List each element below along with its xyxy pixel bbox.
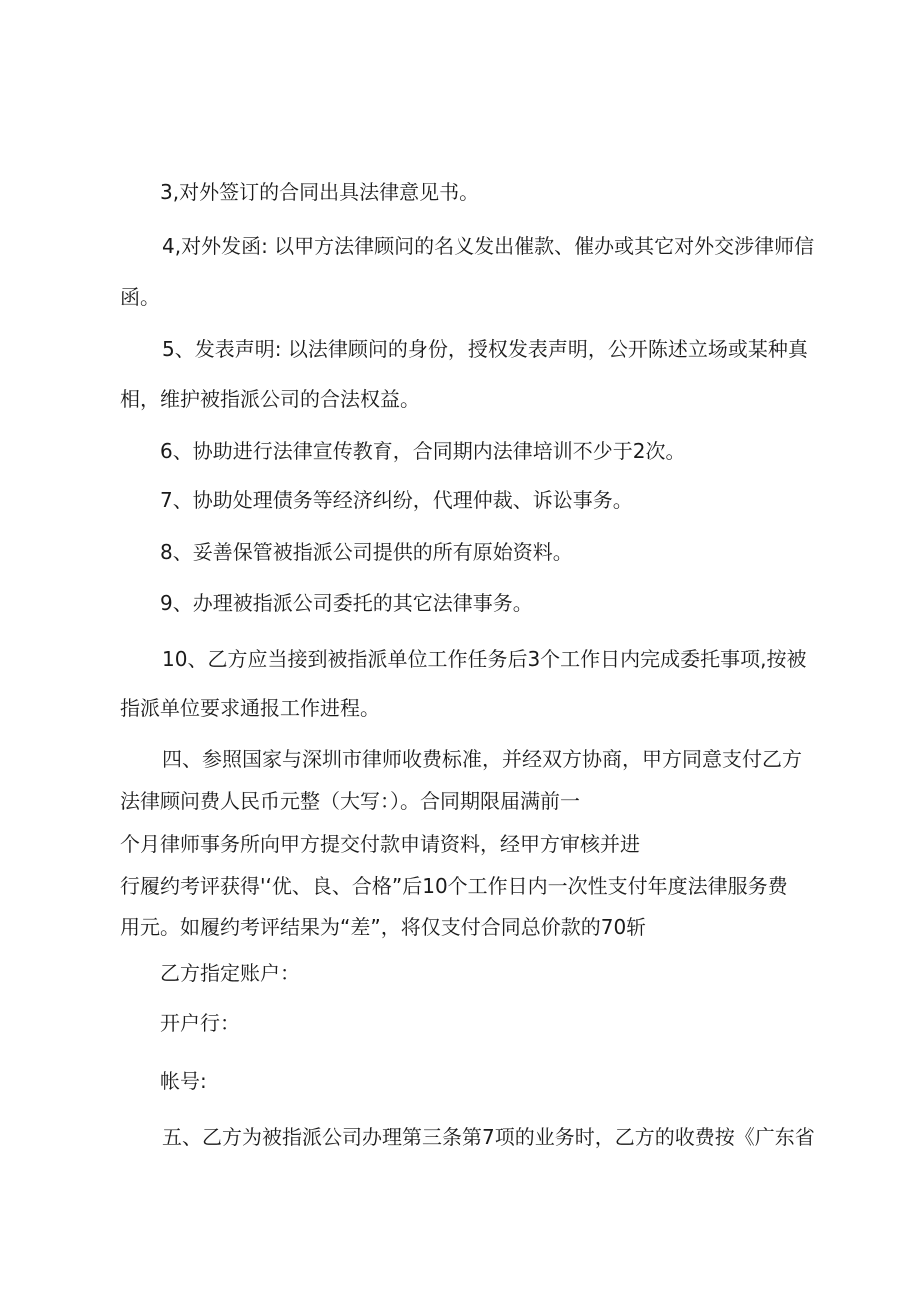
bank-label: 开户行： bbox=[160, 1011, 240, 1035]
clause-10-line-2: 指派单位要求通报工作进程。 bbox=[120, 696, 380, 720]
clause-9-line: 9、办理被指派公司委托的其它法律事务。 bbox=[160, 591, 533, 615]
clause-7-line: 7、协助处理债务等经济纠纷，代理仲裁、诉讼事务。 bbox=[160, 488, 633, 512]
section-4-line-4: 行履约考评获得'‘优、良、合格”后10个工作日内一次性支付年度法律服务费 bbox=[120, 874, 788, 898]
clause-10-line-1: 10、乙方应当接到被指派单位工作任务后3个工作日内完成委托事项,按被 bbox=[162, 647, 807, 671]
section-4-line-2: 法律顾问费人民币元整（大写：）。合同期限届满前一 bbox=[120, 789, 580, 813]
section-4-line-1: 四、参照国家与深圳市律师收费标准，并经双方协商，甲方同意支付乙方 bbox=[162, 747, 802, 771]
account-label: 乙方指定账户： bbox=[160, 961, 300, 985]
clause-3-line: 3,对外签订的合同出具法律意见书。 bbox=[160, 180, 480, 204]
clause-5-line-1: 5、发表声明: 以法律顾问的身份，授权发表声明，公开陈述立场或某种真 bbox=[162, 337, 808, 361]
clause-6-line: 6、协助进行法律宣传教育，合同期内法律培训不少于2次。 bbox=[160, 439, 686, 463]
section-4-line-5: 用元。如履约考评结果为“差”，将仅支付合同总价款的70斩 bbox=[120, 915, 647, 939]
clause-8-line: 8、妥善保管被指派公司提供的所有原始资料。 bbox=[160, 540, 573, 564]
section-4-line-3: 个月律师事务所向甲方提交付款申请资料，经甲方审核并进 bbox=[120, 832, 640, 856]
clause-4-line-2: 函。 bbox=[120, 285, 160, 309]
clause-4-line-1: 4,对外发函: 以甲方法律顾问的名义发出催款、催办或其它对外交涉律师信 bbox=[162, 234, 815, 258]
account-number-label: 帐号: bbox=[160, 1069, 207, 1093]
clause-5-line-2: 相，维护被指派公司的合法权益。 bbox=[120, 387, 420, 411]
section-5-line-1: 五、乙方为被指派公司办理第三条第7项的业务时，乙方的收费按《广东省 bbox=[162, 1125, 815, 1149]
